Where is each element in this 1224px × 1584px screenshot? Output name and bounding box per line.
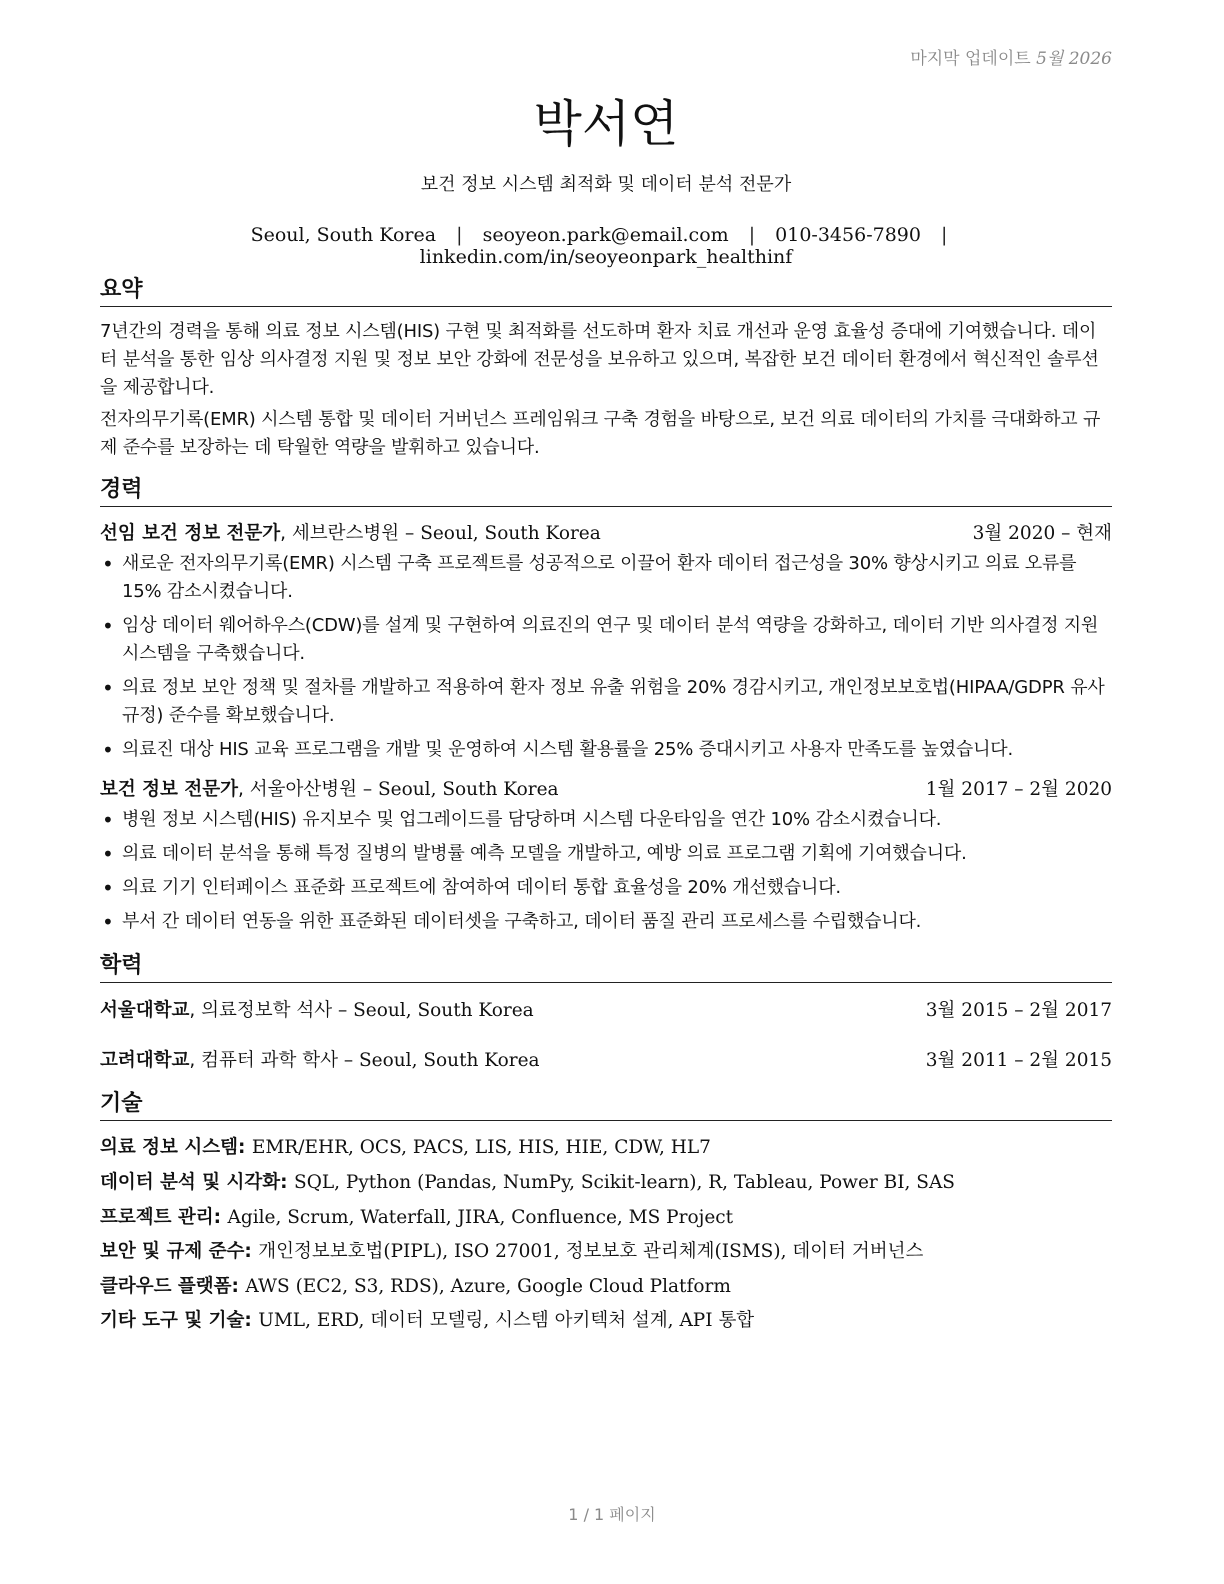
skill-value: Agile, Scrum, Waterfall, JIRA, Confluence, MS Project — [227, 1207, 734, 1228]
skill-value: UML, ERD, 데이터 모델링, 시스템 아키텍처 설계, API 통합 — [258, 1310, 755, 1331]
contact-separator: | — [941, 224, 948, 246]
skill-value: 개인정보보호법(PIPL), ISO 27001, 정보보호 관리체계(ISMS), 데이터 거버넌스 — [258, 1241, 924, 1262]
contact-email[interactable]: seoyeon.park@email.com — [482, 224, 729, 246]
skill-label: 데이터 분석 및 시각화 — [100, 1172, 281, 1193]
job-bullet: • 새로운 전자의무기록(EMR) 시스템 구축 프로젝트를 성공적으로 이끌어 환자 데이터 접근성을 30% 향상시키고 의료 오류를 15% 감소시켰습니다. — [100, 550, 1112, 606]
contact-separator: | — [748, 224, 756, 246]
skill-label: 보안 및 규제 준수 — [100, 1241, 245, 1262]
education-degree: 의료정보학 석사 — [201, 1000, 333, 1021]
education-dates: 3월 2015 – 2월 2017 — [925, 1000, 1112, 1021]
job-bullet: • 의료진 대상 HIS 교육 프로그램을 개발 및 운영하여 시스템 활용률을 25% 증대시키고 사용자 만족도를 높였습니다. — [100, 736, 1112, 764]
skill-label: 클라우드 플랫폼 — [100, 1276, 232, 1297]
skill-row: 기타 도구 및 기술: UML, ERD, 데이터 모델링, 시스템 아키텍처 설계, API 통합 — [100, 1310, 755, 1331]
person-name: 박서연 — [533, 95, 679, 153]
skill-row: 클라우드 플랫폼: AWS (EC2, S3, RDS), Azure, Google Cloud Platform — [100, 1276, 731, 1297]
education-degree: 컴퓨터 과학 학사 — [201, 1050, 338, 1071]
skill-value: SQL, Python (Pandas, NumPy, Scikit-learn), R, Tableau, Power BI, SAS — [294, 1172, 955, 1193]
contact-linkedin[interactable]: linkedin.com/in/seoyeonpark_healthinf — [419, 246, 793, 268]
summary-paragraph-2: 전자의무기록(EMR) 시스템 통합 및 데이터 거버넌스 프레임워크 구축 경험을 바탕으로, 보건 의료 데이터의 가치를 극대화하고 규제 준수를 보장하는 데 탁월한 역량을 발휘하고 있습니다. — [100, 409, 1101, 458]
skill-label: 의료 정보 시스템 — [100, 1137, 238, 1158]
job-header: 선임 보건 정보 전문가, 세브란스병원 – Seoul, South Korea 3월 2020 – 현재 — [100, 520, 1112, 548]
summary-paragraph-1: 7년간의 경력을 통해 의료 정보 시스템(HIS) 구현 및 최적화를 선도하며 환자 치료 개선과 운영 효율성 증대에 기여했습니다. 데이터 분석을 통한 임상 의사결정 지원 및 정보 보안 강화에 전문성을 보유하고 있으며, 복잡한 보건 데이터 환경에서 혁신적인 솔루션을 제공합니다. — [100, 321, 1099, 398]
skill-row: 보안 및 규제 준수: 개인정보보호법(PIPL), ISO 27001, 정보보호 관리체계(ISMS), 데이터 거버넌스 — [100, 1241, 924, 1262]
section-heading-skills: 기술 — [100, 1090, 1112, 1121]
education-school: 고려대학교 — [100, 1050, 190, 1071]
job-dates: 3월 2020 – 현재 — [972, 523, 1112, 544]
education-location: Seoul, South Korea — [353, 1000, 534, 1021]
last-updated-year: 2026 — [1068, 49, 1112, 69]
page-number: 1 / 1 페이지 — [568, 1505, 656, 1524]
education-school: 서울대학교 — [100, 1000, 190, 1021]
skill-label: 프로젝트 관리 — [100, 1207, 214, 1228]
last-updated-month: 5월 — [1036, 49, 1064, 69]
job-dates: 1월 2017 – 2월 2020 — [925, 779, 1112, 800]
contact-line — [100, 224, 1112, 268]
education-dates: 3월 2011 – 2월 2015 — [925, 1050, 1112, 1071]
skill-row: 데이터 분석 및 시각화: SQL, Python (Pandas, NumPy, Scikit-learn), R, Tableau, Power BI, SAS — [100, 1172, 955, 1193]
job-title: 보건 정보 전문가 — [100, 779, 238, 800]
skill-value: EMR/EHR, OCS, PACS, LIS, HIS, HIE, CDW, HL7 — [251, 1137, 711, 1158]
job-title: 선임 보건 정보 전문가 — [100, 523, 281, 544]
skill-value: AWS (EC2, S3, RDS), Azure, Google Cloud Platform — [245, 1276, 731, 1297]
skill-label: 기타 도구 및 기술 — [100, 1310, 245, 1331]
contact-phone: 010-3456-7890 — [775, 224, 921, 246]
job-bullets — [100, 550, 1112, 770]
job-location: Seoul, South Korea — [420, 523, 601, 544]
job-header: 보건 정보 전문가, 서울아산병원 – Seoul, South Korea 1월 2017 – 2월 2020 — [100, 776, 1112, 804]
section-heading-education: 학력 — [100, 952, 1112, 983]
job-bullet: • 부서 간 데이터 연동을 위한 표준화된 데이터셋을 구축하고, 데이터 품질 관리 프로세스를 수립했습니다. — [100, 908, 1112, 936]
job-employer: 세브란스병원 — [291, 523, 400, 544]
education-item: 고려대학교, 컴퓨터 과학 학사 – Seoul, South Korea 3월 2011 – 2월 2015 — [100, 1047, 1112, 1075]
last-updated — [910, 44, 1112, 69]
section-heading-summary: 요약 — [100, 276, 1112, 307]
job-location: Seoul, South Korea — [378, 779, 559, 800]
education-item: 서울대학교, 의료정보학 석사 – Seoul, South Korea 3월 2015 – 2월 2017 — [100, 997, 1112, 1025]
job-bullet: • 의료 기기 인터페이스 표준화 프로젝트에 참여하여 데이터 통합 효율성을 20% 개선했습니다. — [100, 874, 1112, 902]
job-bullets — [100, 806, 1112, 942]
contact-separator: | — [456, 224, 463, 246]
skill-row: 프로젝트 관리: Agile, Scrum, Waterfall, JIRA, Confluence, MS Project — [100, 1207, 734, 1228]
skill-row: 의료 정보 시스템: EMR/EHR, OCS, PACS, LIS, HIS, HIE, CDW, HL7 — [100, 1137, 711, 1158]
last-updated-label: 마지막 업데이트 — [910, 49, 1031, 69]
tagline: 보건 정보 시스템 최적화 및 데이터 분석 전문가 — [420, 174, 792, 195]
section-heading-experience: 경력 — [100, 476, 1112, 507]
job-bullet: • 병원 정보 시스템(HIS) 유지보수 및 업그레이드를 담당하며 시스템 다운타임을 연간 10% 감소시켰습니다. — [100, 806, 1112, 834]
job-bullet: • 의료 데이터 분석을 통해 특정 질병의 발병률 예측 모델을 개발하고, 예방 의료 프로그램 기획에 기여했습니다. — [100, 840, 1112, 868]
contact-location: Seoul, South Korea — [250, 224, 437, 246]
job-employer: 서울아산병원 — [249, 779, 357, 800]
job-bullet: • 의료 정보 보안 정책 및 절차를 개발하고 적용하여 환자 정보 유출 위험을 20% 경감시키고, 개인정보보호법(HIPAA/GDPR 유사 규정) 준수를 확보했습니다. — [100, 674, 1112, 730]
education-location: Seoul, South Korea — [359, 1050, 540, 1071]
job-bullet: • 임상 데이터 웨어하우스(CDW)를 설계 및 구현하여 의료진의 연구 및 데이터 분석 역량을 강화하고, 데이터 기반 의사결정 지원 시스템을 구축했습니다. — [100, 612, 1112, 668]
